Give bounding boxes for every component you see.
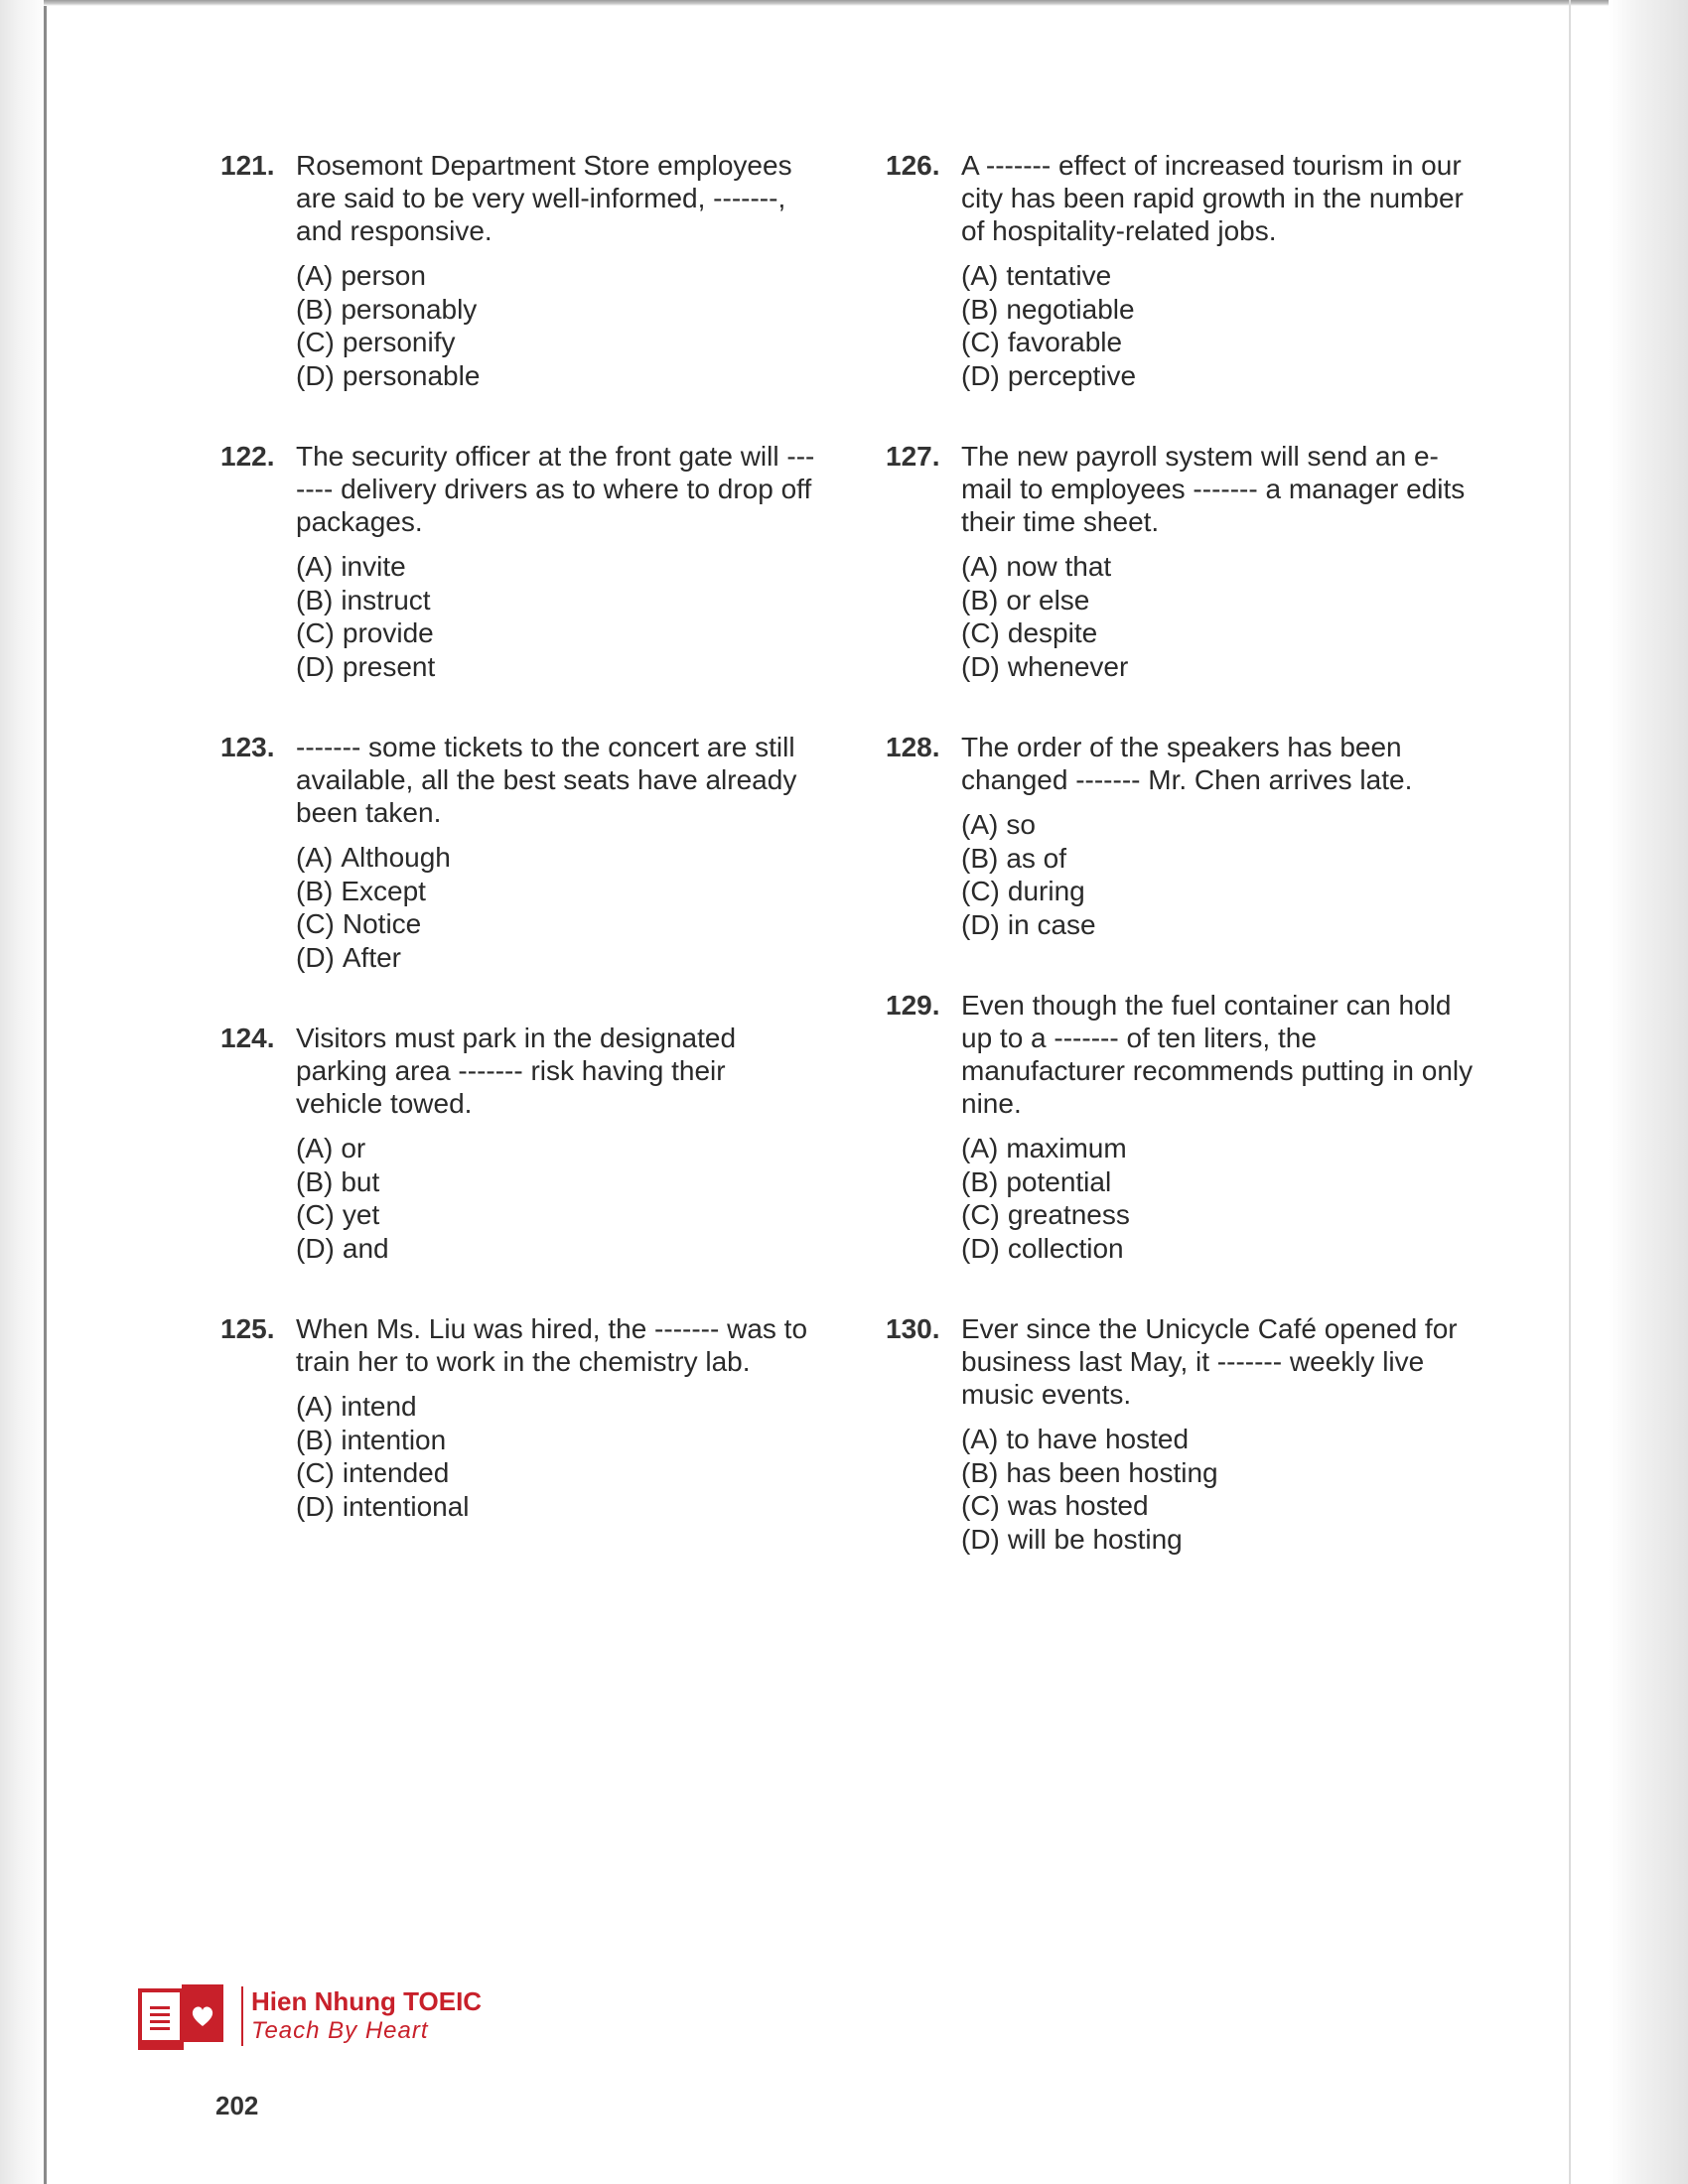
- answer-options: [961, 259, 1481, 392]
- option-text: or: [341, 1133, 366, 1163]
- question-129: [886, 989, 1481, 1265]
- question-123: [220, 731, 816, 974]
- question-text: The new payroll system will send an e-mail to employees ------- a manager edits their time sheet.: [961, 441, 1466, 537]
- option-text: intentional: [342, 1490, 470, 1522]
- option-text: personably: [341, 293, 478, 325]
- answer-option-a[interactable]: [296, 841, 816, 875]
- brand-name: Hien Nhung TOEIC: [251, 1986, 483, 2016]
- answer-options: [296, 550, 816, 683]
- question-number: 130.: [886, 1313, 940, 1344]
- option-text: After: [342, 941, 402, 973]
- answer-option-d[interactable]: [296, 1490, 816, 1524]
- option-letter: (B): [961, 584, 999, 615]
- option-text: Although: [341, 842, 451, 873]
- option-letter: (C): [961, 1199, 1000, 1230]
- option-text: present: [342, 650, 436, 682]
- page-number: 202: [215, 2091, 259, 2120]
- answer-option-c[interactable]: [961, 875, 1481, 908]
- option-text: personable: [342, 359, 481, 391]
- option-letter: (C): [961, 876, 1000, 906]
- question-number: 124.: [220, 1023, 275, 1053]
- option-letter: (D): [961, 650, 1000, 682]
- answer-option-d[interactable]: [961, 359, 1481, 393]
- scan-edge-top: [44, 0, 1648, 6]
- option-letter: (A): [961, 551, 999, 582]
- book-heart-icon: [136, 1980, 227, 2052]
- answer-option-b[interactable]: [961, 1165, 1481, 1199]
- answer-option-b[interactable]: [961, 293, 1481, 327]
- question-125: [220, 1312, 816, 1523]
- answer-option-a[interactable]: [296, 1132, 816, 1165]
- option-letter: (D): [296, 1490, 335, 1522]
- question-130: [886, 1312, 1481, 1556]
- question-text: Rosemont Department Store employees are said to be very well-informed, -------, and responsive.: [296, 150, 792, 246]
- answer-option-c[interactable]: [296, 1456, 816, 1490]
- question-number: 129.: [886, 990, 940, 1021]
- option-letter: (A): [961, 809, 999, 840]
- option-letter: (A): [296, 260, 334, 291]
- question-text: Even though the fuel container can hold up to a ------- of ten liters, the manufacturer recommends putting in only nine.: [961, 990, 1474, 1119]
- option-letter: (C): [296, 1199, 335, 1230]
- question-126: [886, 149, 1481, 392]
- option-text: yet: [342, 1199, 380, 1230]
- option-text: but: [341, 1165, 380, 1197]
- answer-option-b[interactable]: [961, 1456, 1481, 1490]
- option-text: now that: [1006, 551, 1112, 582]
- answer-option-c[interactable]: [296, 1198, 816, 1232]
- left-question-column: [220, 149, 816, 1523]
- question-number: 121.: [220, 150, 275, 181]
- answer-option-a[interactable]: [296, 259, 816, 293]
- answer-options: [296, 841, 816, 974]
- question-text: A ------- effect of increased tourism in our city has been rapid growth in the number of hospitality-related jobs.: [961, 150, 1464, 246]
- answer-options: [961, 808, 1481, 941]
- answer-option-b[interactable]: [961, 584, 1481, 617]
- option-text: during: [1007, 876, 1085, 906]
- answer-option-b[interactable]: [296, 293, 816, 327]
- brand-text: [241, 1986, 482, 2046]
- option-text: or else: [1006, 584, 1090, 615]
- answer-option-a[interactable]: [961, 1423, 1481, 1456]
- answer-option-c[interactable]: [296, 326, 816, 359]
- option-letter: (C): [296, 617, 335, 648]
- option-text: potential: [1006, 1165, 1112, 1197]
- question-124: [220, 1022, 816, 1265]
- answer-option-c[interactable]: [296, 616, 816, 650]
- option-text: greatness: [1007, 1199, 1130, 1230]
- question-text: When Ms. Liu was hired, the ------- was to train her to work in the chemistry lab.: [296, 1313, 808, 1377]
- option-text: instruct: [341, 584, 431, 615]
- option-letter: (D): [296, 1232, 335, 1264]
- option-text: provide: [342, 617, 434, 648]
- answer-option-a[interactable]: [296, 550, 816, 584]
- answer-option-a[interactable]: [961, 259, 1481, 293]
- answer-option-c[interactable]: [961, 616, 1481, 650]
- option-letter: (C): [961, 1490, 1000, 1521]
- question-number: 127.: [886, 441, 940, 472]
- option-letter: (B): [961, 293, 999, 325]
- question-128: [886, 731, 1481, 941]
- option-letter: (D): [961, 359, 1000, 391]
- option-text: intention: [341, 1424, 447, 1455]
- option-letter: (A): [961, 1424, 999, 1454]
- option-letter: (B): [961, 1456, 999, 1488]
- option-text: was hosted: [1007, 1490, 1149, 1521]
- option-text: favorable: [1007, 327, 1123, 357]
- answer-option-b[interactable]: [296, 1424, 816, 1457]
- option-letter: (A): [296, 1133, 334, 1163]
- option-text: whenever: [1007, 650, 1129, 682]
- option-letter: (B): [296, 1165, 334, 1197]
- brand-tagline: Teach By Heart: [251, 2017, 429, 2044]
- answer-option-b[interactable]: [296, 1165, 816, 1199]
- answer-options: [296, 259, 816, 392]
- option-text: as of: [1006, 842, 1067, 874]
- option-text: collection: [1007, 1232, 1124, 1264]
- option-text: so: [1006, 809, 1036, 840]
- option-letter: (C): [296, 327, 335, 357]
- answer-option-c[interactable]: [961, 1198, 1481, 1232]
- answer-option-d[interactable]: [296, 1232, 816, 1266]
- question-127: [886, 440, 1481, 683]
- option-letter: (D): [961, 1232, 1000, 1264]
- option-text: and: [342, 1232, 389, 1264]
- option-text: negotiable: [1006, 293, 1135, 325]
- option-text: intend: [341, 1391, 417, 1422]
- answer-option-c[interactable]: [961, 326, 1481, 359]
- option-letter: (A): [961, 260, 999, 291]
- option-text: will be hosting: [1007, 1523, 1183, 1555]
- question-number: 122.: [220, 441, 275, 472]
- option-text: personify: [342, 327, 456, 357]
- brand-logo: [136, 1980, 482, 2052]
- answer-option-a[interactable]: [961, 550, 1481, 584]
- answer-option-d[interactable]: [296, 650, 816, 684]
- option-letter: (D): [961, 1523, 1000, 1555]
- answer-options: [961, 550, 1481, 683]
- question-text: Visitors must park in the designated parking area ------- risk having their vehicle towed.: [296, 1023, 737, 1119]
- option-text: Notice: [342, 908, 422, 939]
- answer-option-c[interactable]: [961, 1489, 1481, 1523]
- question-121: [220, 149, 816, 392]
- question-number: 128.: [886, 732, 940, 762]
- answer-option-d[interactable]: [961, 908, 1481, 942]
- option-letter: (A): [961, 1133, 999, 1163]
- option-letter: (C): [296, 908, 335, 939]
- answer-option-b[interactable]: [961, 842, 1481, 876]
- question-number: 125.: [220, 1313, 275, 1344]
- option-letter: (C): [961, 327, 1000, 357]
- option-letter: (C): [296, 1457, 335, 1488]
- option-text: in case: [1007, 908, 1096, 940]
- option-letter: (B): [296, 584, 334, 615]
- question-122: [220, 440, 816, 683]
- answer-option-b[interactable]: [296, 875, 816, 908]
- scan-line-left: [44, 0, 47, 2184]
- option-letter: (D): [961, 908, 1000, 940]
- option-letter: (A): [296, 842, 334, 873]
- answer-option-b[interactable]: [296, 584, 816, 617]
- option-letter: (D): [296, 359, 335, 391]
- option-text: invite: [341, 551, 406, 582]
- option-text: perceptive: [1007, 359, 1137, 391]
- option-letter: (B): [296, 875, 334, 906]
- scan-edge-right: [1609, 0, 1688, 2184]
- option-letter: (B): [961, 842, 999, 874]
- right-question-column: [886, 149, 1481, 1556]
- option-text: has been hosting: [1006, 1456, 1218, 1488]
- answer-option-c[interactable]: [296, 907, 816, 941]
- option-text: person: [341, 260, 426, 291]
- option-text: intended: [342, 1457, 450, 1488]
- option-letter: (B): [961, 1165, 999, 1197]
- answer-option-a[interactable]: [961, 1132, 1481, 1165]
- answer-options: [961, 1132, 1481, 1265]
- answer-option-d[interactable]: [296, 359, 816, 393]
- option-letter: (B): [296, 293, 334, 325]
- answer-options: [961, 1423, 1481, 1556]
- question-text: The security officer at the front gate will ------- delivery drivers as to where to drop off packages.: [296, 441, 815, 537]
- scan-line-right: [1569, 0, 1571, 2184]
- answer-option-d[interactable]: [961, 1232, 1481, 1266]
- scan-edge-left: [0, 0, 48, 2184]
- answer-options: [296, 1390, 816, 1523]
- option-text: Except: [341, 875, 426, 906]
- answer-option-d[interactable]: [296, 941, 816, 975]
- question-text: Ever since the Unicycle Café opened for business last May, it ------- weekly live music events.: [961, 1313, 1458, 1410]
- answer-option-a[interactable]: [961, 808, 1481, 842]
- option-text: to have hosted: [1006, 1424, 1190, 1454]
- option-text: tentative: [1006, 260, 1112, 291]
- answer-option-d[interactable]: [961, 1523, 1481, 1557]
- option-letter: (B): [296, 1424, 334, 1455]
- option-letter: (C): [961, 617, 1000, 648]
- question-text: The order of the speakers has been changed ------- Mr. Chen arrives late.: [961, 732, 1413, 795]
- answer-option-d[interactable]: [961, 650, 1481, 684]
- option-letter: (A): [296, 551, 334, 582]
- option-text: despite: [1007, 617, 1098, 648]
- option-text: maximum: [1006, 1133, 1127, 1163]
- question-number: 126.: [886, 150, 940, 181]
- option-letter: (D): [296, 941, 335, 973]
- answer-option-a[interactable]: [296, 1390, 816, 1424]
- question-text: ------- some tickets to the concert are still available, all the best seats have already been taken.: [296, 732, 797, 828]
- question-number: 123.: [220, 732, 275, 762]
- option-letter: (A): [296, 1391, 334, 1422]
- option-letter: (D): [296, 650, 335, 682]
- answer-options: [296, 1132, 816, 1265]
